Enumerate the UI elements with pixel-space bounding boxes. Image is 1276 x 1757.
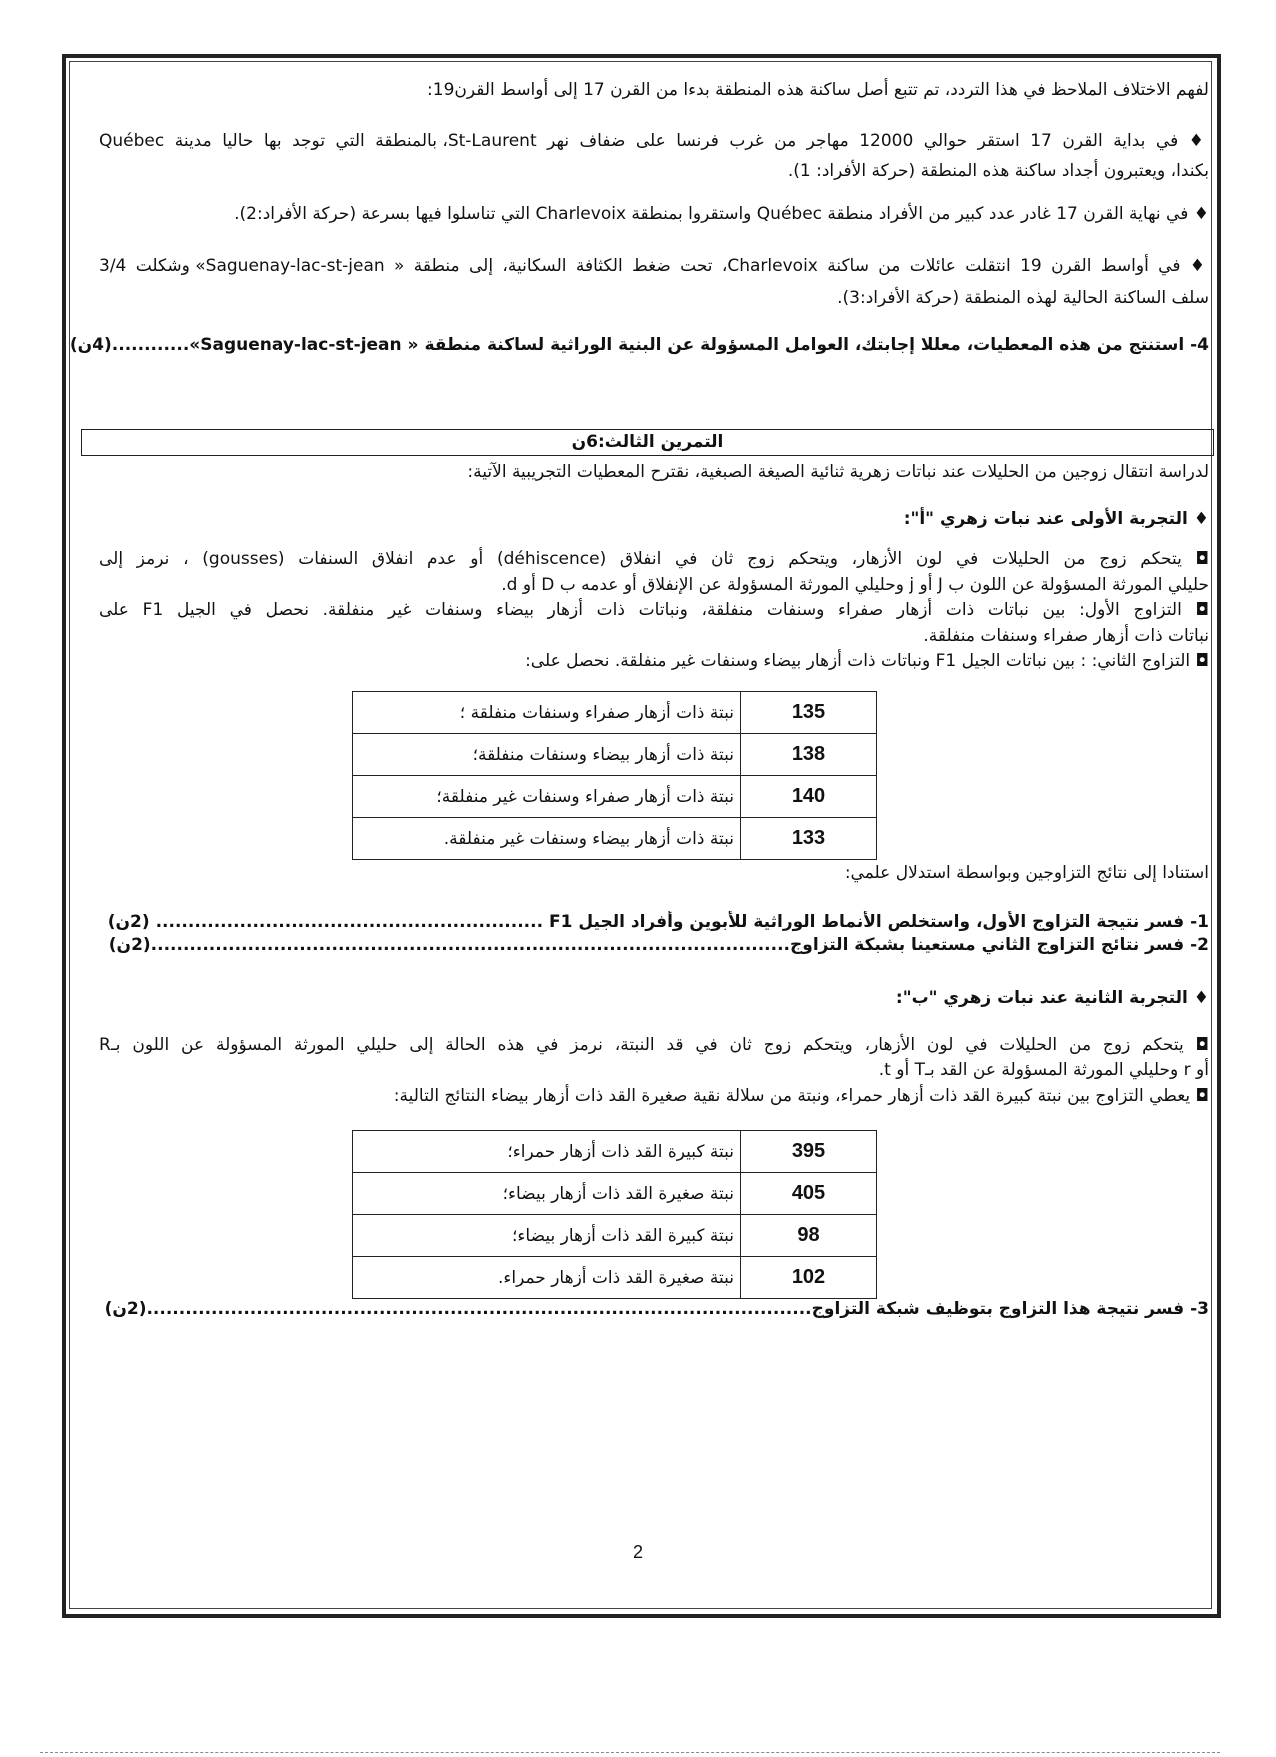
phenotype-cell: نبتة ذات أزهار بيضاء وسنفات غير منفلقة.	[353, 818, 741, 860]
count-cell: 138	[741, 734, 877, 776]
count-cell: 135	[741, 692, 877, 734]
page-number: 2	[632, 1542, 643, 1562]
scan-edge-line	[40, 1752, 1220, 1753]
table-row	[353, 734, 877, 776]
intro-line: لفهم الاختلاف الملاحظ في هذا التردد، تم تتبع أصل ساكنة هذه المنطقة بدءا من القرن 17 إلى أواسط القرن19:	[427, 80, 1209, 100]
bullet-1-line-1: ♦ في بداية القرن 17 استقر حوالي 12000 مهاجر من غرب فرنسا على ضفاف نهر St-Laurent، بالمنطقة التي توجد بها حاليا مدينة Québec	[99, 131, 1210, 151]
after-table-text: استنادا إلى نتائج التزاوجين وبواسطة استدلال علمي:	[844, 863, 1209, 883]
table-row	[353, 1173, 877, 1215]
results-table-2	[352, 1130, 877, 1299]
table-row	[353, 692, 877, 734]
exp1-line-5: ◘ التزاوج الثاني: : بين نباتات الجيل F1 ونباتات ذات أزهار بيضاء وسنفات غير منفلقة. نحصل على:	[525, 651, 1209, 671]
phenotype-cell: نبتة كبيرة القد ذات أزهار بيضاء؛	[353, 1215, 741, 1257]
count-cell: 405	[741, 1173, 877, 1215]
phenotype-cell: نبتة كبيرة القد ذات أزهار حمراء؛	[353, 1131, 741, 1173]
results-table-1	[352, 691, 877, 860]
exp1-line-3: ◘ التزاوج الأول: بين نباتات ذات أزهار صفراء وسنفات منفلقة، ونباتات ذات أزهار بيضاء وسنفات غير منفلقة. نحصل في الجيل F1 على	[99, 600, 1209, 620]
count-cell: 98	[741, 1215, 877, 1257]
experiment-1-heading: ♦ التجربة الأولى عند نبات زهري "أ":	[903, 509, 1209, 529]
table-row	[353, 1257, 877, 1299]
experiment-2-heading: ♦ التجربة الثانية عند نبات زهري "ب":	[895, 988, 1209, 1008]
exp2-line-2: أو r وحليلي المورثة المسؤولة عن القد بـT أو t.	[878, 1060, 1209, 1080]
exp1-line-2: حليلي المورثة المسؤولة عن اللون ب J أو j وحليلي المورثة المسؤولة عن الإنفلاق أو عدمه ب D أو d.	[501, 575, 1209, 595]
exp1-line-4: نباتات ذات أزهار صفراء وسنفات منفلقة.	[923, 626, 1209, 646]
count-cell: 133	[741, 818, 877, 860]
phenotype-cell: نبتة ذات أزهار صفراء وسنفات غير منفلقة؛	[353, 776, 741, 818]
table-row	[353, 1215, 877, 1257]
phenotype-cell: نبتة صغيرة القد ذات أزهار حمراء.	[353, 1257, 741, 1299]
phenotype-cell: نبتة ذات أزهار صفراء وسنفات منفلقة ؛	[353, 692, 741, 734]
table-row	[353, 818, 877, 860]
question-1: 1- فسر نتيجة التزاوج الأول، واستخلص الأنماط الوراثية للأبوين وأفراد الجيل F1 ............................................................ (2ن)	[107, 912, 1209, 932]
count-cell: 395	[741, 1131, 877, 1173]
phenotype-cell: نبتة ذات أزهار بيضاء وسنفات منفلقة؛	[353, 734, 741, 776]
count-cell: 102	[741, 1257, 877, 1299]
question-2: 2- فسر نتائج التزاوج الثاني مستعينا بشبكة التزاوج...................................................................................................(2ن)	[108, 935, 1209, 955]
exp1-line-1: ◘ يتحكم زوج من الحليلات في لون الأزهار، ويتحكم زوج ثان في انفلاق (déhiscence) أو عدم انفلاق السنفات (gousses) ، نرمز إلى	[99, 549, 1209, 569]
table-row	[353, 1131, 877, 1173]
exp2-line-3: ◘ يعطي التزاوج بين نبتة كبيرة القد ذات أزهار حمراء، ونبتة من سلالة نقية صغيرة القد ذات أزهار بيضاء النتائج التالية:	[393, 1086, 1209, 1106]
table-row	[353, 776, 877, 818]
count-cell: 140	[741, 776, 877, 818]
bullet-3-line-2: سلف الساكنة الحالية لهذه المنطقة (حركة الأفراد:3).	[837, 288, 1209, 308]
bullet-2-line-1: ♦ في نهاية القرن 17 غادر عدد كبير من الأفراد منطقة Québec واستقروا بمنطقة Charlevoix التي تناسلوا فيها بسرعة (حركة الأفراد:2).	[234, 204, 1209, 224]
exp2-line-1: ◘ يتحكم زوج من الحليلات في لون الأزهار، ويتحكم زوج ثان في قد النبتة، نرمز في هذه الحالة إلى حليلي المورثة المسؤولة عن اللون بـR	[99, 1035, 1209, 1055]
exercise-3-title: التمرين الثالث:6ن	[81, 429, 1214, 456]
question-4: 4- استنتج من هذه المعطيات، معللا إجابتك، العوامل المسؤولة عن البنية الوراثية لساكنة منطقة « Saguenay-lac-st-jean»............(4ن)	[69, 335, 1209, 355]
bullet-1-line-2: بكندا، ويعتبرون أجداد ساكنة هذه المنطقة (حركة الأفراد: 1).	[787, 161, 1209, 181]
phenotype-cell: نبتة صغيرة القد ذات أزهار بيضاء؛	[353, 1173, 741, 1215]
question-3: 3- فسر نتيجة هذا التزاوج بتوظيف شبكة التزاوج.......................................................................................................(2ن)	[104, 1299, 1209, 1319]
exercise-3-intro: لدراسة انتقال زوجين من الحليلات عند نباتات زهرية ثنائية الصيغة الصبغية، نقترح المعطيات التجريبية الآتية:	[467, 462, 1209, 482]
bullet-3-line-1: ♦ في أواسط القرن 19 انتقلت عائلات من ساكنة Charlevoix، تحت ضغط الكثافة السكانية، إلى منطقة « Saguenay-lac-st-jean» وشكلت 3/4	[99, 256, 1209, 276]
